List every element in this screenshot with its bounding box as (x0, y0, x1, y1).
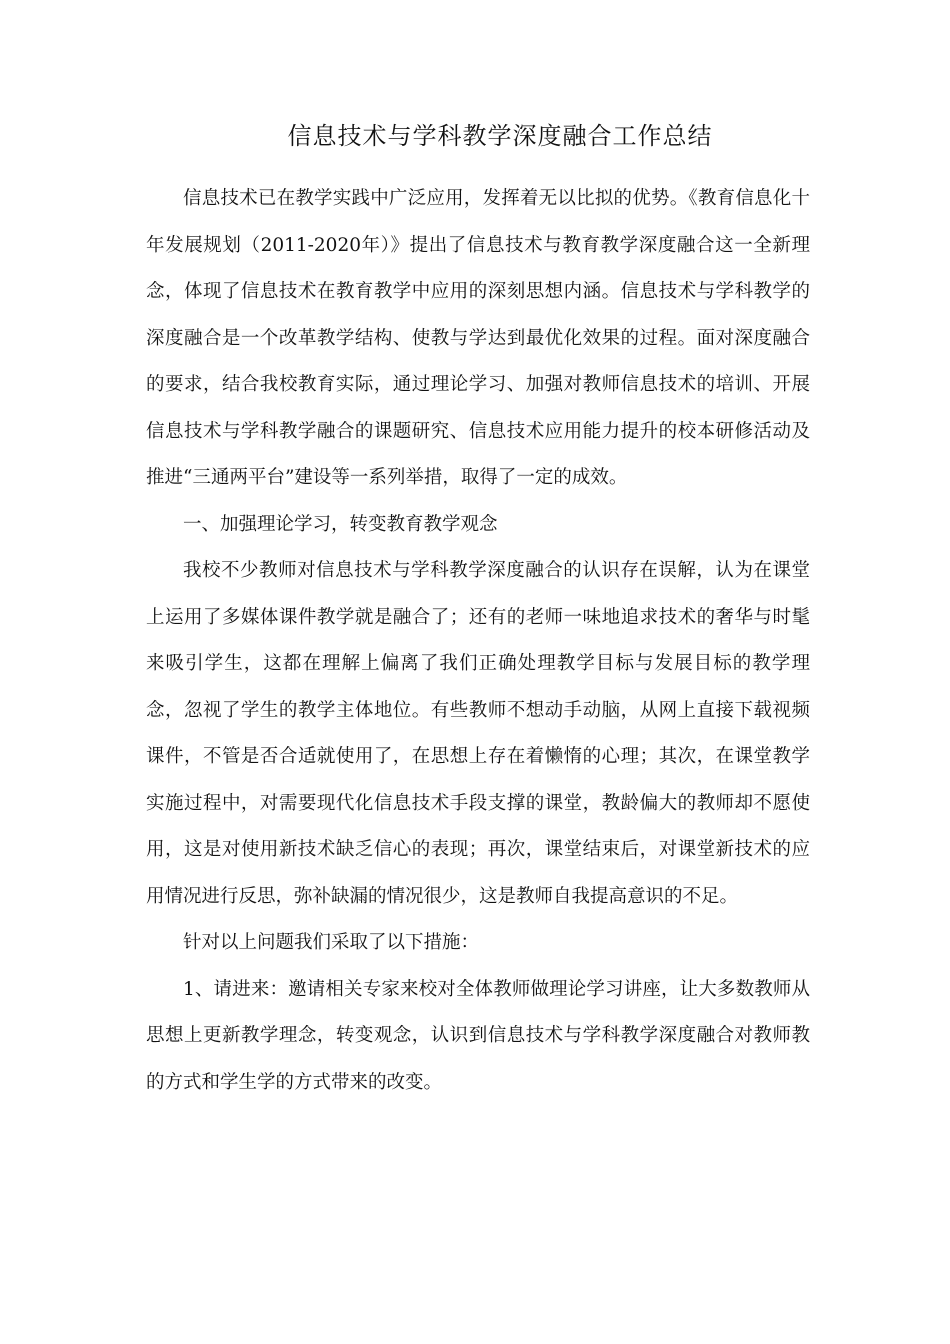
intro-paragraph: 信息技术已在教学实践中广泛应用，发挥着无以比拟的优势。《教育信息化十年发展规划（2011-2020年）》提出了信息技术与教育教学深度融合这一全新理念，体现了信息技术在教育教学中应用的深刻思想内涵。信息技术与学科教学的深度融合是一个改革教学结构、使教与学达到最优化效果的过程。面对深度融合的要求，结合我校教育实际，通过理论学习、加强对教师信息技术的培训、开展信息技术与学科教学融合的课题研究、信息技术应用能力提升的校本研修活动及推进“三通两平台”建设等一系列举措，取得了一定的成效。 (146, 188, 810, 488)
document-title: 信息技术与学科教学深度融合工作总结 (287, 122, 713, 150)
measures-intro-paragraph: 针对以上问题我们采取了以下措施： (183, 932, 480, 953)
measure-1-paragraph: 1、请进来：邀请相关专家来校对全体教师做理论学习讲座，让大多数教师从思想上更新教学理念，转变观念，认识到信息技术与学科教学深度融合对教师教的方式和学生学的方式带来的改变。 (146, 978, 810, 1093)
section-heading: 一、加强理论学习，转变教育教学观念 (183, 513, 498, 535)
document-body (146, 176, 810, 1106)
problem-paragraph: 我校不少教师对信息技术与学科教学深度融合的认识存在误解，认为在课堂上运用了多媒体课件教学就是融合了；还有的老师一味地追求技术的奢华与时髦来吸引学生，这都在理解上偏离了我们正确处理教学目标与发展目标的教学理念，忽视了学生的教学主体地位。有些教师不想动手动脑，从网上直接下载视频课件，不管是否合适就使用了，在思想上存在着懒惰的心理；其次，在课堂教学实施过程中，对需要现代化信息技术手段支撑的课堂，教龄偏大的教师却不愿使用，这是对使用新技术缺乏信心的表现；再次，课堂结束后，对课堂新技术的应用情况进行反思，弥补缺漏的情况很少，这是教师自我提高意识的不足。 (146, 560, 810, 907)
